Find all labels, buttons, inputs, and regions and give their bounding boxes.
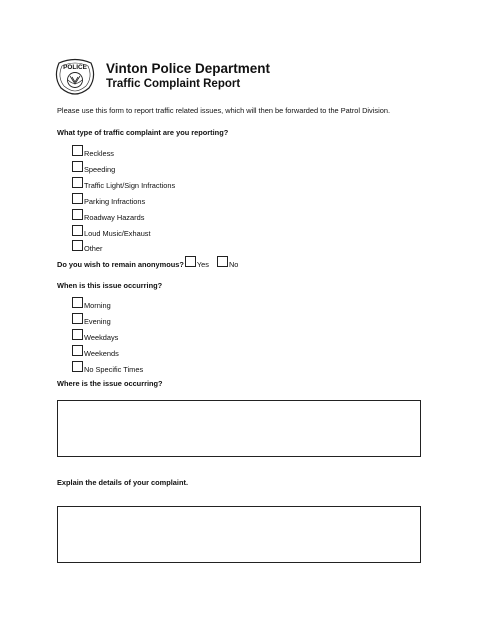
intro-text: Please use this form to report traffic related issues, which will then be forwarded to the Patrol Division. — [57, 106, 391, 115]
anonymous-yes-label: Yes — [196, 260, 209, 269]
checkbox[interactable] — [72, 297, 83, 308]
police-badge-logo — [53, 57, 97, 95]
checkbox[interactable] — [72, 240, 83, 251]
option-label: Parking Infractions — [84, 197, 146, 206]
option-label: Other — [84, 244, 103, 253]
checkbox[interactable] — [72, 329, 83, 340]
checkbox[interactable] — [72, 345, 83, 356]
option-parking[interactable] — [72, 193, 145, 207]
checkbox[interactable] — [72, 225, 83, 236]
option-loud-music[interactable] — [72, 225, 151, 239]
option-evening[interactable] — [72, 313, 111, 327]
occurrence-question: When is this issue occurring? — [57, 281, 163, 290]
location-question: Where is the issue occurring? — [57, 379, 163, 388]
checkbox[interactable] — [72, 161, 83, 172]
location-input[interactable] — [57, 400, 421, 457]
checkbox[interactable] — [72, 193, 83, 204]
anonymous-row — [57, 256, 238, 270]
option-label: Loud Music/Exhaust — [84, 229, 151, 238]
anonymous-no-checkbox[interactable] — [217, 256, 228, 267]
checkbox[interactable] — [72, 313, 83, 324]
option-weekends[interactable] — [72, 345, 119, 359]
badge-text: POLICE — [63, 64, 87, 71]
option-label: Roadway Hazards — [84, 213, 145, 222]
option-reckless[interactable] — [72, 145, 114, 159]
option-label: Traffic Light/Sign Infractions — [84, 181, 176, 190]
option-label: Weekdays — [84, 333, 119, 342]
option-speeding[interactable] — [72, 161, 115, 175]
complaint-type-question: What type of traffic complaint are you reporting? — [57, 128, 229, 137]
option-morning[interactable] — [72, 297, 111, 311]
option-no-specific-times[interactable] — [72, 361, 143, 375]
details-input[interactable] — [57, 506, 421, 563]
checkbox[interactable] — [72, 177, 83, 188]
option-label: Morning — [84, 301, 111, 310]
page-title: Vinton Police Department — [106, 61, 271, 76]
anonymous-yes-checkbox[interactable] — [185, 256, 196, 267]
option-roadway-hazards[interactable] — [72, 209, 144, 223]
option-label: No Specific Times — [84, 365, 144, 374]
option-label: Evening — [84, 317, 111, 326]
anonymous-no-label: No — [228, 260, 239, 269]
option-label: Weekends — [84, 349, 119, 358]
option-weekdays[interactable] — [72, 329, 118, 343]
anonymous-question: Do you wish to remain anonymous? — [57, 260, 184, 269]
option-label: Reckless — [84, 149, 114, 158]
details-question: Explain the details of your complaint. — [57, 478, 188, 487]
form-subtitle: Traffic Complaint Report — [106, 78, 241, 90]
option-traffic-light-sign[interactable] — [72, 177, 175, 191]
checkbox[interactable] — [72, 361, 83, 372]
option-label: Speeding — [84, 165, 116, 174]
checkbox[interactable] — [72, 145, 83, 156]
option-other[interactable] — [72, 240, 102, 254]
checkbox[interactable] — [72, 209, 83, 220]
